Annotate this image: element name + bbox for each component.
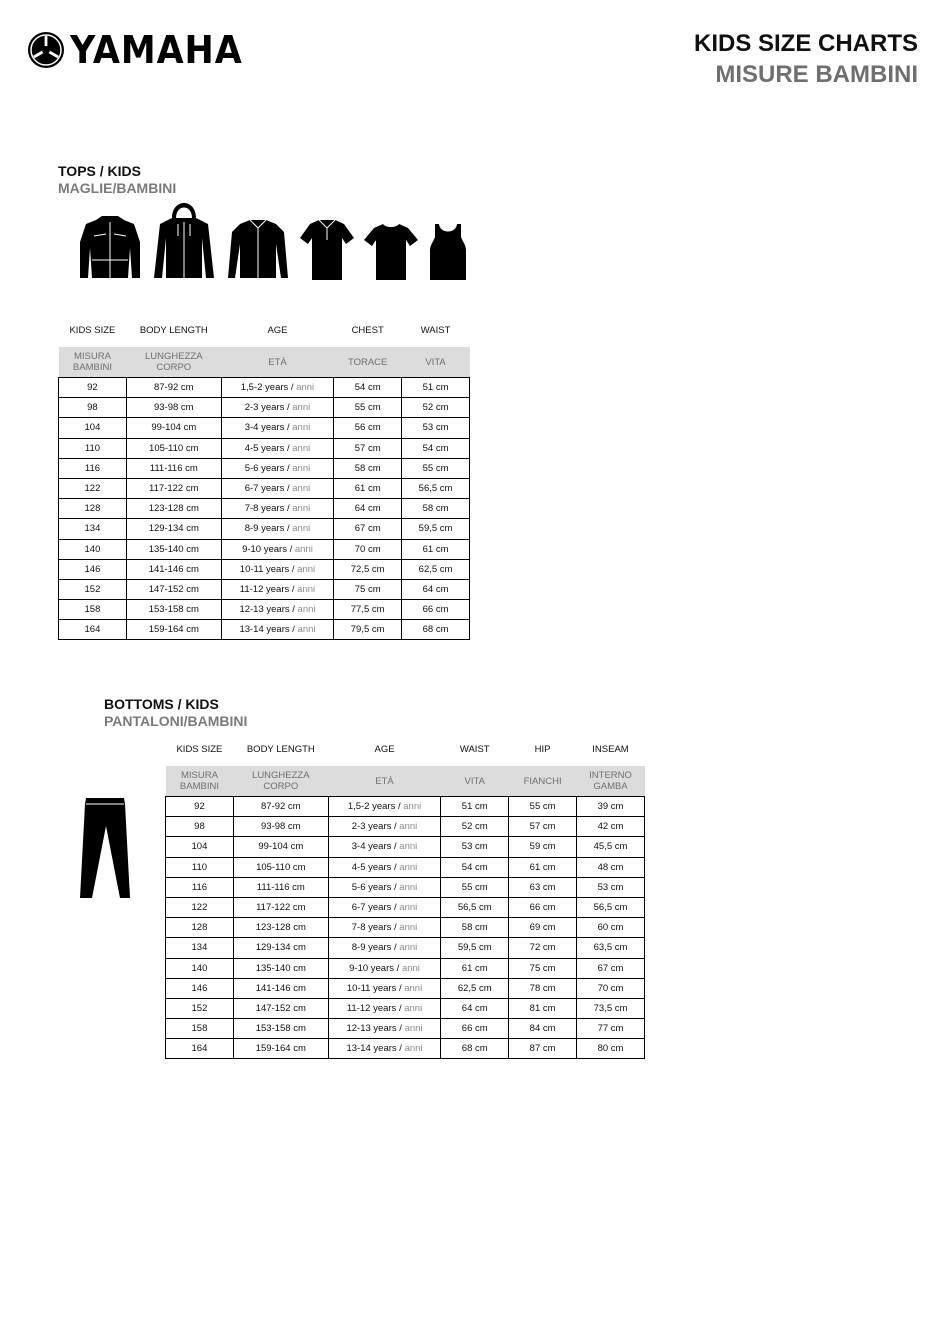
hip-cell: 61 cm [509,857,577,877]
size-cell: 134 [166,938,234,958]
length-cell: 135-140 cm [233,958,328,978]
age-en: 3-4 years / [244,422,290,434]
age-en: 9-10 years / [349,962,400,974]
age-cell [221,378,334,398]
length-cell: 117-122 cm [126,478,221,498]
age-cell [328,797,441,817]
age-it: anni [297,563,316,575]
age-en: 13-14 years / [346,1043,402,1055]
bottoms-header-size: KIDS SIZE [176,744,223,755]
inseam-cell: 67 cm [577,958,645,978]
shirt-icon [226,218,290,282]
table-row [59,600,470,620]
table-row [166,1039,645,1059]
tops-header-waist: WAIST [420,325,451,336]
size-cell: 122 [166,897,234,917]
length-cell: 117-122 cm [233,897,328,917]
length-cell: 87-92 cm [233,797,328,817]
bottoms-header-waist: WAIST [459,744,490,755]
size-cell: 104 [166,837,234,857]
length-cell: 147-152 cm [233,998,328,1018]
length-cell: 93-98 cm [233,817,328,837]
age-cell [221,579,334,599]
inseam-cell: 53 cm [577,877,645,897]
hip-cell: 75 cm [509,958,577,978]
tops-header-size-it: MISURA BAMBINI [59,347,127,378]
waist-cell: 62,5 cm [441,978,509,998]
size-cell: 128 [166,918,234,938]
waist-cell: 64 cm [402,579,470,599]
tops-heading [58,163,176,197]
table-row [59,378,470,398]
tops-header-length-it: LUNGHEZZA CORPO [126,347,221,378]
chest-cell: 72,5 cm [334,559,402,579]
age-en: 1,5-2 years / [240,382,294,394]
table-row [59,519,470,539]
inseam-cell: 73,5 cm [577,998,645,1018]
age-it: anni [297,624,316,636]
table-row [166,978,645,998]
title-it: MISURE BAMBINI [715,61,918,88]
tops-size-table [58,314,470,640]
age-cell [221,418,334,438]
tuning-forks-emblem-icon [26,30,66,70]
bottoms-size-table [165,733,645,1059]
size-cell: 128 [59,499,127,519]
age-it: anni [297,604,316,616]
waist-cell: 55 cm [402,458,470,478]
age-it: anni [399,902,418,914]
size-cell: 146 [59,559,127,579]
size-cell: 92 [166,797,234,817]
age-it: anni [404,982,423,994]
age-en: 3-4 years / [351,841,397,853]
length-cell: 99-104 cm [126,418,221,438]
age-it: anni [404,1043,423,1055]
size-cell: 104 [59,418,127,438]
inseam-cell: 63,5 cm [577,938,645,958]
age-it: anni [292,402,311,414]
tops-header-waist-it: VITA [402,347,470,378]
age-en: 2-3 years / [244,402,290,414]
age-en: 11-12 years / [239,583,295,595]
length-cell: 135-140 cm [126,539,221,559]
table-row [166,837,645,857]
inseam-cell: 70 cm [577,978,645,998]
length-cell: 99-104 cm [233,837,328,857]
waist-cell: 61 cm [402,539,470,559]
age-en: 6-7 years / [244,483,290,495]
age-cell [328,817,441,837]
age-it: anni [399,841,418,853]
chest-cell: 70 cm [334,539,402,559]
size-cell: 116 [166,877,234,897]
chest-cell: 54 cm [334,378,402,398]
tops-table-body [59,378,470,640]
waist-cell: 54 cm [402,438,470,458]
age-it: anni [292,462,311,474]
age-en: 13-14 years / [239,624,295,636]
age-it: anni [292,483,311,495]
waist-cell: 59,5 cm [402,519,470,539]
tshirt-icon [364,222,418,282]
age-it: anni [403,801,422,813]
age-it: anni [292,422,311,434]
age-cell [328,897,441,917]
bottoms-title-it: PANTALONI/BAMBINI [104,713,248,729]
tops-header-chest-it: TORACE [334,347,402,378]
age-it: anni [292,442,311,454]
tops-header-chest: CHEST [351,325,384,336]
bottoms-header-length-it: LUNGHEZZA CORPO [233,766,328,797]
table-row [59,438,470,458]
table-row [59,458,470,478]
hip-cell: 63 cm [509,877,577,897]
age-it: anni [404,1002,423,1014]
tops-garment-icons [78,196,468,282]
waist-cell: 53 cm [402,418,470,438]
hip-cell: 81 cm [509,998,577,1018]
age-cell [221,438,334,458]
title-en: KIDS SIZE CHARTS [693,30,918,57]
age-it: anni [297,583,316,595]
length-cell: 111-116 cm [126,458,221,478]
age-en: 6-7 years / [351,902,397,914]
length-cell: 153-158 cm [233,1019,328,1039]
hip-cell: 72 cm [509,938,577,958]
tops-title-en: TOPS / KIDS [58,163,141,179]
age-cell [328,978,441,998]
tops-title-it: MAGLIE/BAMBINI [58,180,177,196]
size-cell: 110 [166,857,234,877]
waist-cell: 51 cm [402,378,470,398]
age-cell [328,918,441,938]
table-row [59,418,470,438]
hip-cell: 55 cm [509,797,577,817]
chest-cell: 67 cm [334,519,402,539]
waist-cell: 53 cm [441,837,509,857]
chest-cell: 64 cm [334,499,402,519]
size-cell: 134 [59,519,127,539]
size-cell: 98 [166,817,234,837]
age-en: 5-6 years / [244,462,290,474]
inseam-cell: 48 cm [577,857,645,877]
brand-name: YAMAHA [70,28,243,72]
waist-cell: 58 cm [402,499,470,519]
hip-cell: 87 cm [509,1039,577,1059]
chest-cell: 55 cm [334,398,402,418]
age-cell [221,559,334,579]
age-it: anni [292,503,311,515]
waist-cell: 68 cm [441,1039,509,1059]
table-row [166,998,645,1018]
inseam-cell: 77 cm [577,1019,645,1039]
age-cell [221,600,334,620]
age-en: 2-3 years / [351,821,397,833]
polo-icon [300,218,354,282]
age-cell [328,1039,441,1059]
length-cell: 159-164 cm [126,620,221,640]
age-it: anni [404,1023,423,1035]
chest-cell: 75 cm [334,579,402,599]
age-cell [328,857,441,877]
bottoms-header-size-it: MISURA BAMBINI [166,766,234,797]
bottoms-table-body [166,797,645,1059]
chest-cell: 79,5 cm [334,620,402,640]
page-title [694,28,918,90]
length-cell: 123-128 cm [233,918,328,938]
inseam-cell: 39 cm [577,797,645,817]
age-cell [328,998,441,1018]
size-cell: 164 [166,1039,234,1059]
waist-cell: 54 cm [441,857,509,877]
table-row [166,877,645,897]
waist-cell: 61 cm [441,958,509,978]
tops-header-size: KIDS SIZE [69,325,116,336]
length-cell: 129-134 cm [233,938,328,958]
length-cell: 111-116 cm [233,877,328,897]
age-it: anni [399,861,418,873]
chest-cell: 77,5 cm [334,600,402,620]
age-en: 4-5 years / [244,442,290,454]
length-cell: 105-110 cm [126,438,221,458]
waist-cell: 58 cm [441,918,509,938]
inseam-cell: 80 cm [577,1039,645,1059]
age-it: anni [292,523,311,535]
age-en: 10-11 years / [239,563,295,575]
table-row [166,938,645,958]
inseam-cell: 45,5 cm [577,837,645,857]
hip-cell: 78 cm [509,978,577,998]
table-row [59,539,470,559]
size-cell: 140 [59,539,127,559]
age-cell [221,539,334,559]
age-en: 11-12 years / [346,1002,402,1014]
age-cell [328,877,441,897]
age-en: 1,5-2 years / [347,801,401,813]
waist-cell: 55 cm [441,877,509,897]
inseam-cell: 56,5 cm [577,897,645,917]
waist-cell: 56,5 cm [441,897,509,917]
length-cell: 123-128 cm [126,499,221,519]
table-row [166,817,645,837]
age-en: 8-9 years / [244,523,290,535]
length-cell: 153-158 cm [126,600,221,620]
age-it: anni [294,543,313,555]
bottoms-heading [104,696,247,730]
chest-cell: 61 cm [334,478,402,498]
size-cell: 152 [166,998,234,1018]
waist-cell: 51 cm [441,797,509,817]
hip-cell: 69 cm [509,918,577,938]
waist-cell: 64 cm [441,998,509,1018]
tops-header-age: AGE [267,325,288,336]
age-en: 12-13 years / [346,1023,402,1035]
age-cell [221,499,334,519]
waist-cell: 59,5 cm [441,938,509,958]
hoodie-icon [152,196,216,282]
hip-cell: 84 cm [509,1019,577,1039]
size-cell: 158 [166,1019,234,1039]
table-row [59,579,470,599]
bottoms-header-waist-it: VITA [441,766,509,797]
age-cell [221,519,334,539]
size-cell: 164 [59,620,127,640]
waist-cell: 66 cm [402,600,470,620]
age-en: 7-8 years / [351,922,397,934]
size-cell: 98 [59,398,127,418]
length-cell: 159-164 cm [233,1039,328,1059]
age-cell [221,458,334,478]
age-cell [221,478,334,498]
size-cell: 158 [59,600,127,620]
age-it: anni [399,922,418,934]
chest-cell: 56 cm [334,418,402,438]
age-en: 9-10 years / [242,543,293,555]
size-cell: 110 [59,438,127,458]
tank-top-icon [428,222,468,282]
inseam-cell: 60 cm [577,918,645,938]
age-en: 5-6 years / [351,881,397,893]
waist-cell: 52 cm [441,817,509,837]
age-en: 10-11 years / [346,982,402,994]
yamaha-logo [26,28,258,72]
length-cell: 87-92 cm [126,378,221,398]
length-cell: 93-98 cm [126,398,221,418]
waist-cell: 68 cm [402,620,470,640]
age-cell [328,837,441,857]
bottoms-header-hip-it: FIANCHI [509,766,577,797]
table-row [59,559,470,579]
pants-icon [78,796,132,900]
bottoms-header-inseam-it: INTERNO GAMBA [577,766,645,797]
waist-cell: 62,5 cm [402,559,470,579]
bottoms-title-en: BOTTOMS / KIDS [104,696,219,712]
size-cell: 140 [166,958,234,978]
size-cell: 116 [59,458,127,478]
inseam-cell: 42 cm [577,817,645,837]
table-row [166,857,645,877]
jacket-icon [78,212,142,282]
waist-cell: 66 cm [441,1019,509,1039]
age-cell [221,398,334,418]
length-cell: 129-134 cm [126,519,221,539]
table-row [59,478,470,498]
age-it: anni [399,881,418,893]
age-cell [221,620,334,640]
table-row [59,398,470,418]
table-row [59,620,470,640]
waist-cell: 56,5 cm [402,478,470,498]
size-cell: 152 [59,579,127,599]
table-row [166,797,645,817]
age-cell [328,958,441,978]
age-it: anni [399,942,418,954]
bottoms-header-age-it: ETÀ [328,766,441,797]
waist-cell: 52 cm [402,398,470,418]
length-cell: 141-146 cm [126,559,221,579]
age-it: anni [296,382,315,394]
bottoms-header-hip: HIP [534,744,551,755]
age-it: anni [399,821,418,833]
hip-cell: 57 cm [509,817,577,837]
table-row [166,1019,645,1039]
age-cell [328,938,441,958]
tops-header-age-it: ETÀ [221,347,334,378]
table-row [166,918,645,938]
tops-header-length: BODY LENGTH [139,325,208,336]
length-cell: 147-152 cm [126,579,221,599]
table-row [166,897,645,917]
chest-cell: 57 cm [334,438,402,458]
size-cell: 122 [59,478,127,498]
length-cell: 141-146 cm [233,978,328,998]
size-cell: 146 [166,978,234,998]
chest-cell: 58 cm [334,458,402,478]
age-en: 4-5 years / [351,861,397,873]
age-cell [328,1019,441,1039]
length-cell: 105-110 cm [233,857,328,877]
bottoms-header-inseam: INSEAM [592,744,629,755]
age-it: anni [401,962,420,974]
age-en: 7-8 years / [244,503,290,515]
age-en: 8-9 years / [351,942,397,954]
hip-cell: 59 cm [509,837,577,857]
bottoms-header-age: AGE [374,744,395,755]
size-cell: 92 [59,378,127,398]
table-row [59,499,470,519]
bottoms-header-length: BODY LENGTH [246,744,315,755]
age-en: 12-13 years / [239,604,295,616]
hip-cell: 66 cm [509,897,577,917]
table-row [166,958,645,978]
